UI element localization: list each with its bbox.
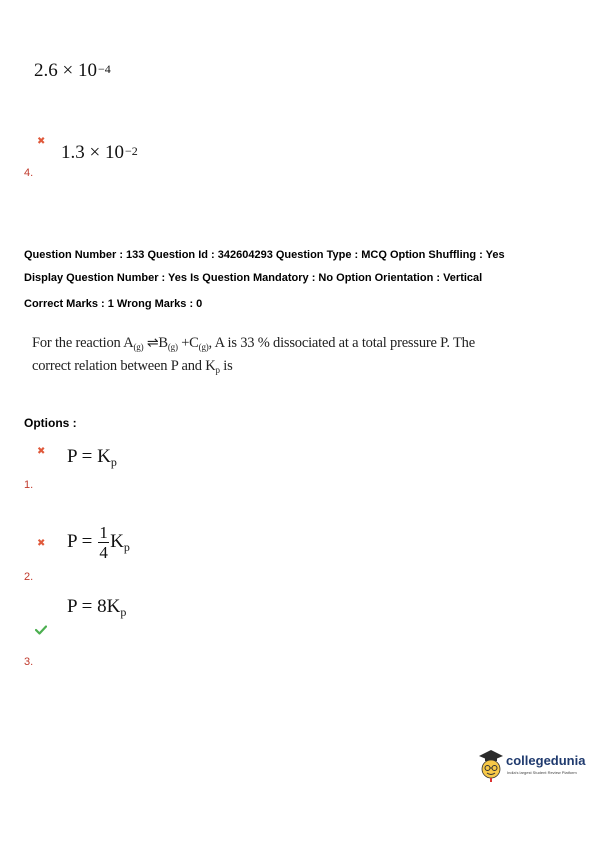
option-4-math: $1.3 \times 10^{-2}$ <box>61 142 138 163</box>
option-1-math[interactable]: $P = K_p$ <box>67 446 117 469</box>
wrong-mark-icon: ✖ <box>37 538 46 549</box>
option-2-math[interactable]: P = $\frac{1}{4}$ $K_p$ <box>67 523 130 562</box>
question-meta-line-1: Question Number : 133 Question Id : 342604293 Question Type : MCQ Option Shuffling : Yes <box>24 249 505 261</box>
option-1-number: 1. <box>24 479 34 491</box>
option-3-math: $2.6 \times 10^{-4}$ <box>34 60 111 81</box>
question-text-line-2: correct relation between P and $K_p$ is <box>32 358 233 375</box>
graduate-mascot-icon <box>476 748 506 782</box>
question-meta-line-3: Correct Marks : 1 Wrong Marks : 0 <box>24 298 203 310</box>
correct-check-icon <box>35 622 47 640</box>
question-meta-line-2: Display Question Number : Yes Is Question Mandatory : No Option Orientation : Vertical <box>24 272 483 284</box>
wrong-mark-icon: ✖ <box>37 136 46 147</box>
option-2-number: 2. <box>24 571 34 583</box>
equilibrium-arrow-icon: ⇌ <box>146 335 159 351</box>
option-3-number: 3. <box>24 656 34 668</box>
option-4-number: 4. <box>24 167 34 179</box>
logo-wordmark: collegedunia <box>506 753 586 768</box>
collegedunia-logo <box>476 748 586 784</box>
options-label: Options : <box>24 416 77 430</box>
logo-tagline: India's largest Student Review Platform <box>507 770 577 775</box>
wrong-mark-icon: ✖ <box>37 446 46 457</box>
fraction: $\frac{1}{4}$ <box>99 523 108 562</box>
question-text-line-1: For the reaction $A_{(g)}$ $\rightleftharpoons B_{(g)} +C_{(g)}$, A is 33 % dissociated at a total pressure P. The <box>32 335 475 352</box>
option-3-correct-math[interactable]: $P = 8K_p$ <box>67 596 127 619</box>
